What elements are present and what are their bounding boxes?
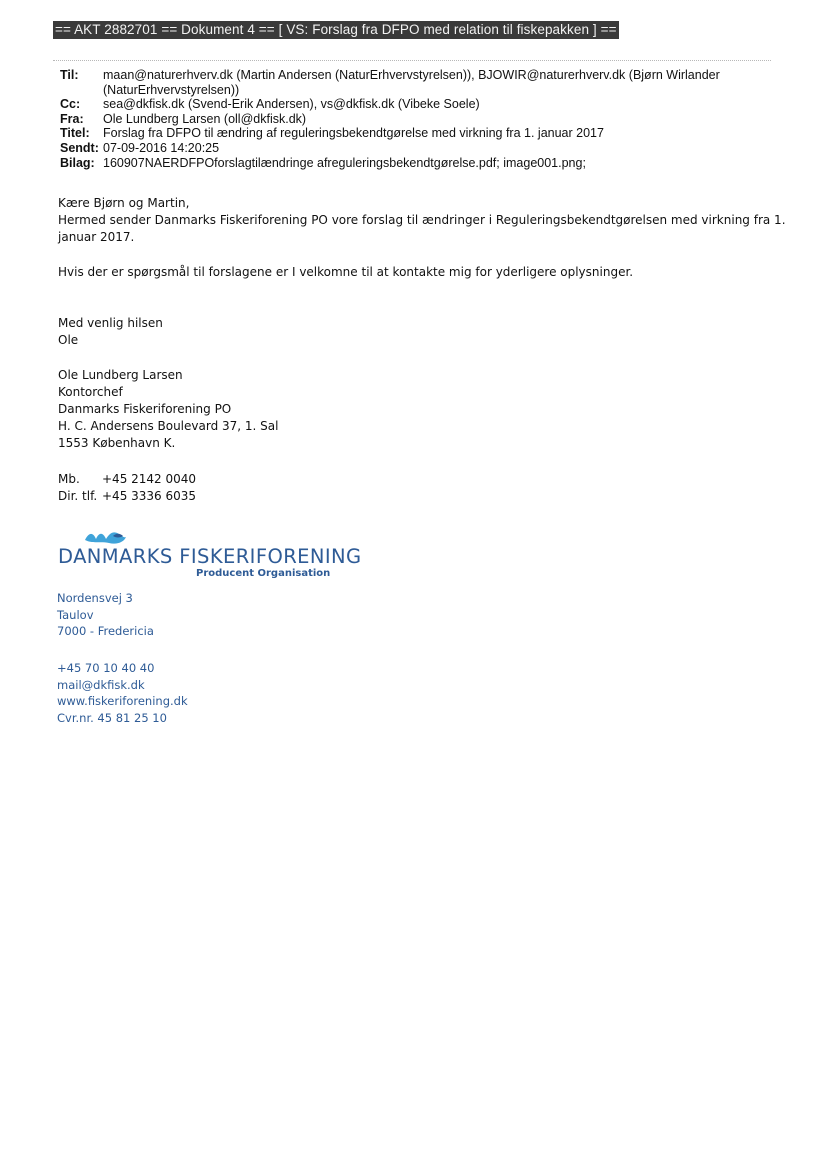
greeting: Kære Bjørn og Martin, bbox=[58, 196, 190, 210]
org-email: mail@dkfisk.dk bbox=[57, 677, 145, 692]
org-postcode-city: 7000 - Fredericia bbox=[57, 624, 154, 638]
header-divider bbox=[53, 60, 771, 61]
header-from-row bbox=[60, 112, 760, 127]
main-paragraph bbox=[58, 212, 786, 246]
header-subject-row bbox=[60, 126, 760, 141]
danmarks-fiskeriforening-logo bbox=[57, 526, 362, 586]
closing-phrase: Med venlig hilsen bbox=[58, 316, 163, 330]
header-to-value: maan@naturerhverv.dk (Martin Andersen (NaturErhvervstyrelsen)), BJOWIR@naturerhverv.dk (Bjørn Wirlander (NaturErhvervstyrelsen)) bbox=[103, 68, 720, 97]
header-sent-row bbox=[60, 141, 760, 156]
header-to-row bbox=[60, 68, 760, 97]
header-attachments-label: Bilag: bbox=[60, 155, 95, 170]
signature-city: 1553 København K. bbox=[58, 436, 176, 450]
header-to-label: Til: bbox=[60, 68, 79, 82]
main-paragraph-line-2: januar 2017. bbox=[58, 230, 135, 244]
org-town: Taulov bbox=[57, 607, 94, 622]
mobile-row bbox=[58, 471, 778, 488]
fish-wave-icon bbox=[83, 526, 127, 546]
direct-phone-label: Dir. tlf. bbox=[58, 489, 98, 503]
mobile-label: Mb. bbox=[58, 472, 80, 486]
email-header bbox=[60, 68, 760, 170]
header-from-label: Fra: bbox=[60, 111, 84, 126]
signature-title: Kontorchef bbox=[58, 385, 123, 399]
mobile-number: +45 2142 0040 bbox=[102, 472, 197, 486]
question-paragraph: Hvis der er spørgsmål til forslagene er I velkomne til at kontakte mig for yderligere oplysninger. bbox=[58, 265, 634, 279]
logo-subtitle: Producent Organisation bbox=[196, 568, 331, 579]
signature-org: Danmarks Fiskeriforening PO bbox=[58, 402, 232, 416]
signature-phones bbox=[58, 471, 778, 505]
org-contact bbox=[57, 660, 357, 726]
header-from-value: Ole Lundberg Larsen (oll@dkfisk.dk) bbox=[103, 111, 307, 126]
closing-name: Ole bbox=[58, 333, 79, 347]
direct-phone-number: +45 3336 6035 bbox=[102, 489, 197, 503]
org-address bbox=[57, 590, 357, 640]
closing bbox=[58, 315, 778, 349]
header-cc-row bbox=[60, 97, 760, 112]
logo-wordmark: DANMARKS FISKERIFORENING bbox=[58, 545, 362, 568]
header-subject-label: Titel: bbox=[60, 126, 90, 141]
header-attachments-row bbox=[60, 156, 760, 171]
main-paragraph-line-1: Hermed sender Danmarks Fiskeriforening PO vore forslag til ændringer i Reguleringsbekendtgørelsen med virkning fra 1. bbox=[58, 213, 786, 227]
header-cc-label: Cc: bbox=[60, 97, 81, 112]
document-banner: == AKT 2882701 == Dokument 4 == [ VS: Forslag fra DFPO med relation til fiskepakken ] == bbox=[55, 22, 617, 37]
header-sent-label: Sendt: bbox=[60, 140, 99, 155]
org-website: www.fiskeriforening.dk bbox=[57, 694, 188, 708]
header-cc-value: sea@dkfisk.dk (Svend-Erik Andersen), vs@dkfisk.dk (Vibeke Soele) bbox=[103, 97, 480, 112]
header-attachments-value: 160907NAERDFPOforslagtilændringe afreguleringsbekendtgørelse.pdf; image001.png; bbox=[103, 155, 586, 170]
header-sent-value: 07-09-2016 14:20:25 bbox=[103, 140, 220, 155]
direct-phone-row bbox=[58, 488, 778, 505]
signature-name: Ole Lundberg Larsen bbox=[58, 368, 183, 382]
signature-street: H. C. Andersens Boulevard 37, 1. Sal bbox=[58, 419, 279, 433]
org-phone: +45 70 10 40 40 bbox=[57, 661, 155, 675]
org-cvr: Cvr.nr. 45 81 25 10 bbox=[57, 710, 167, 725]
org-street: Nordensvej 3 bbox=[57, 591, 133, 605]
header-subject-value: Forslag fra DFPO til ændring af reguleringsbekendtgørelse med virkning fra 1. januar 2017 bbox=[103, 126, 604, 141]
signature bbox=[58, 367, 778, 452]
